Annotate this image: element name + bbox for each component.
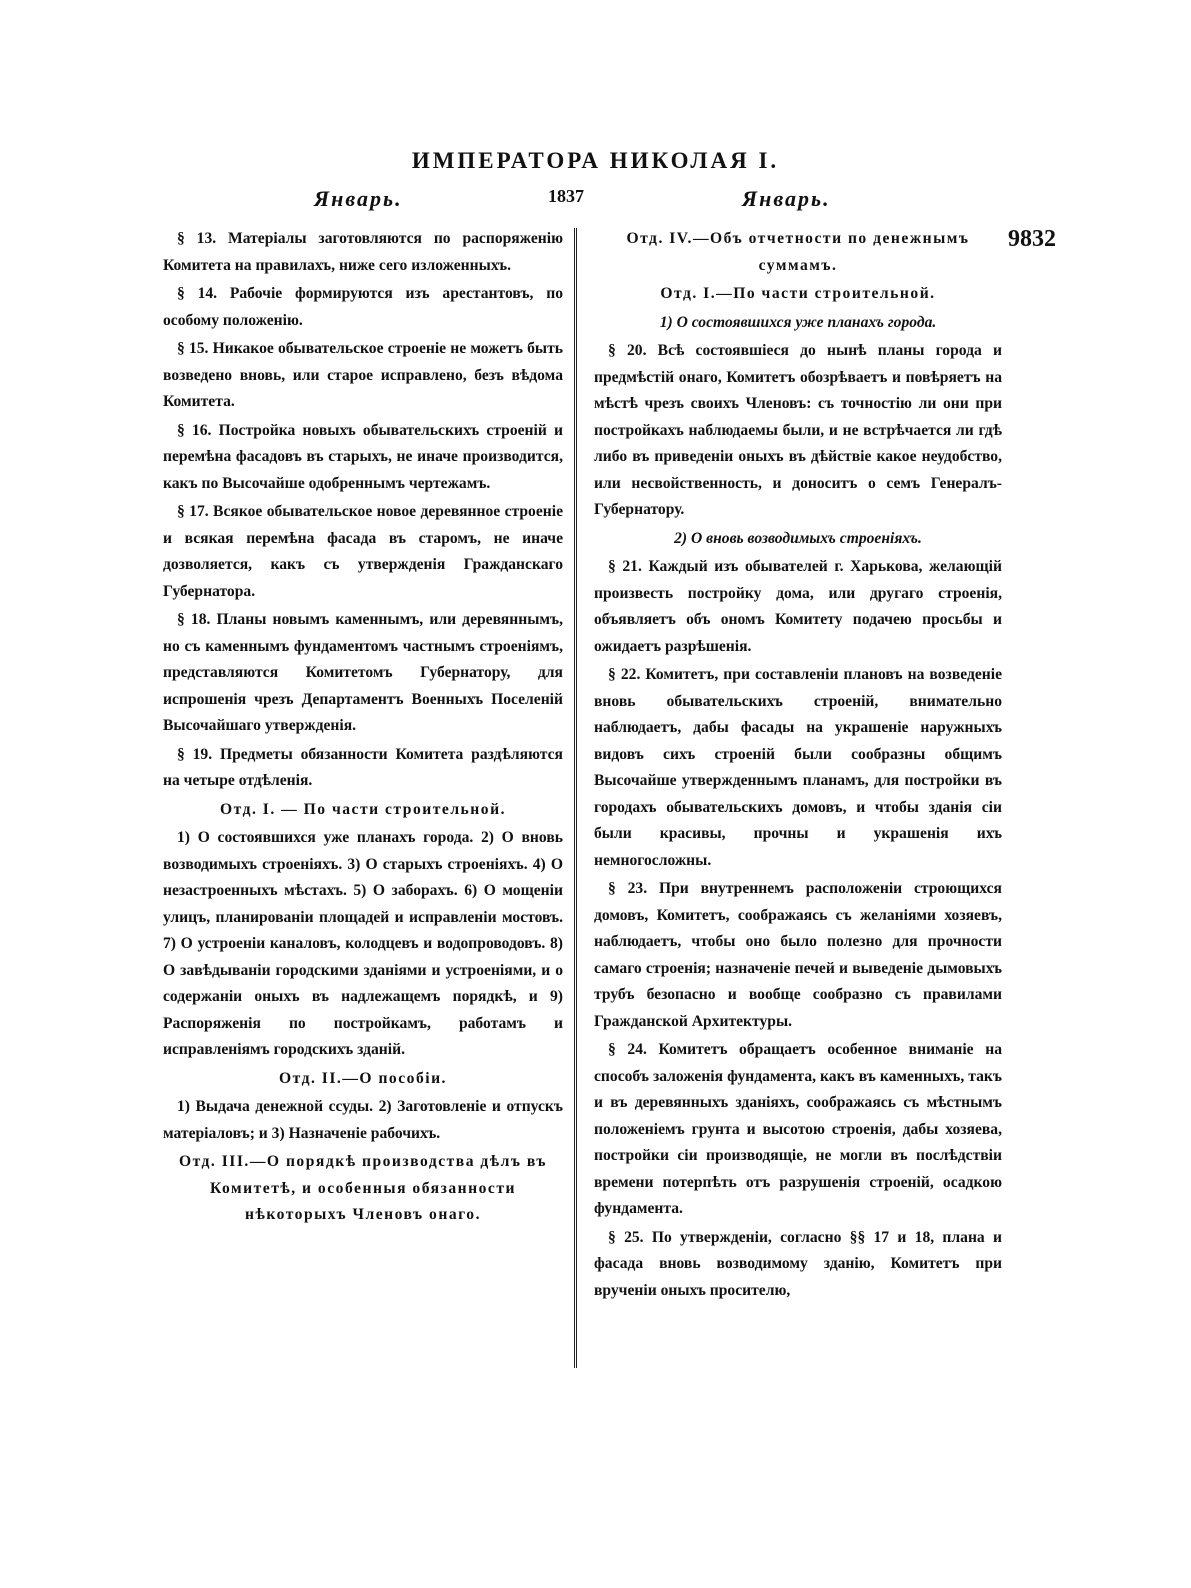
section-heading-otd1: Отд. I. — По части строительной. [220,800,506,818]
section-heading-otd3: Отд. III.—О порядкѣ производства дѣлъ въ Комитетѣ, и особенныя обязанности нѣкоторыхъ Членовъ онаго. [178,1153,548,1223]
section-heading-otd1-right: Отд. I.—По части строительной. [660,285,936,302]
paragraph-24: § 24. Комитетъ обращаетъ особенное вниманіе на способъ заложенія фундамента, какъ въ каменныхъ, такъ и въ деревянныхъ зданіяхъ, соображаясь съ мѣстнымъ положеніемъ грунта и высотою строенія, дабы хозяева, постройки сіи производящіе, не могли въ послѣдствіи времени потерпѣть отъ разрушенія строеній, осадкою фундамента. [594,1041,1002,1217]
paragraph-18: § 18. Планы новымъ каменнымъ, или деревяннымъ, но съ каменнымъ фундаментомъ частнымъ строеніямъ, представляются Комитетомъ Губернатору, для испрошенія чрезъ Департаментъ Военныхъ Поселеній Высочайшаго утвержденія. [163,611,563,734]
paragraph-22: § 22. Комитетъ, при составленіи плановъ на возведеніе вновь обывательскихъ строеній, внимательно наблюдаетъ, дабы фасады на украшеніе наружныхъ видовъ сихъ строеній были сообразны общимъ Высочайше утвержденнымъ планамъ, для постройки въ городахъ обывательскихъ домовъ, и чтобы зданія сіи были красивы, прочны и украшенія ихъ немногосложны. [594,666,1002,869]
month-left: Январь. [314,186,403,211]
subheading-2: 2) О вновь возводимыхъ строеніяхъ. [674,529,922,547]
paragraph-13: § 13. Матеріалы заготовляются по распоряженію Комитета на правилахъ, ниже сего изложенныхъ. [163,230,563,274]
paragraph-21: § 21. Каждый изъ обывателей г. Харькова, желающій произвесть постройку дома, или другаго строенія, объявляетъ объ ономъ Комитету подачею просьбы и ожидаетъ разрѣшенія. [594,558,1002,655]
month-right: Январь. [742,186,831,211]
section-heading-otd2: Отд. II.—О пособіи. [279,1069,447,1087]
paragraph-19: § 19. Предметы обязанности Комитета раздѣляются на четыре отдѣленія. [163,745,563,789]
paragraph-23: § 23. При внутреннемъ расположеніи строющихся домовъ, Комитетъ, соображаясь съ желаніями хозяевъ, наблюдаетъ, чтобы оно было полезно для прочности самаго строенія; назначеніе печей и выведеніе дымовыхъ трубъ безопасно и вообще сообразно съ правилами Гражданской Архитектуры. [594,880,1002,1030]
dateline [0,186,1191,216]
otd2-list: 1) Выдача денежной ссуды. 2) Заготовленіе и отпускъ матеріаловъ; и 3) Назначеніе рабочихъ. [163,1098,563,1142]
section-heading-otd4: Отд. IV.—Объ отчетности по денежнымъ суммамъ. [626,230,970,274]
paragraph-15: § 15. Никакое обывательское строеніе не можетъ быть возведено вновь, или старое исправлено, безъ вѣдома Комитета. [163,340,563,410]
page-number: 9832 [1008,226,1056,252]
year: 1837 [548,186,584,206]
right-column [594,226,1002,1306]
paragraph-16: § 16. Постройка новыхъ обывательскихъ строеній и перемѣна фасадовъ въ старыхъ, не иначе производится, какъ по Высочайше одобреннымъ чертежамъ. [163,421,563,492]
page-title: ИМПЕРАТОРА НИКОЛАЯ I. [411,148,780,173]
subheading-1: 1) О состоявшихся уже планахъ города. [659,313,937,331]
left-column [163,226,563,1231]
otd1-list: 1) О состоявшихся уже планахъ города. 2) О вновь возводимыхъ строеніяхъ. 3) О старыхъ строеніяхъ. 4) О незастроенныхъ мѣстахъ. 5) О заборахъ. 6) О мощеніи улицъ, планированіи площадей и исправленіи мостовъ. 7) О устроеніи каналовъ, колодцевъ и водопроводовъ. 8) О завѣдываніи городскими зданіями и устроеніями, и о содержаніи оныхъ въ надлежащемъ порядкѣ, и 9) Распоряженія по постройкамъ, работамъ и исправленіямъ городскихъ зданій. [163,829,563,1058]
paragraph-17: § 17. Всякое обывательское новое деревянное строеніе и всякая перемѣна фасада въ старомъ, не иначе дозволяется, какъ съ утвержденія Гражданскаго Губернатора. [163,503,563,600]
paragraph-25: § 25. По утвержденіи, согласно §§ 17 и 18, плана и фасада вновь возводимому зданію, Комитетъ при врученіи оныхъ просителю, [594,1228,1002,1299]
column-divider [574,228,577,1368]
paragraph-14: § 14. Рабочіе формируются изъ арестантовъ, по особому положенію. [163,285,563,329]
paragraph-20: § 20. Всѣ состоявшіеся до нынѣ планы города и предмѣстій онаго, Комитетъ обозрѣваетъ и повѣряетъ на мѣстѣ чрезъ своихъ Членовъ: съ точностію ли они при постройкахъ наблюдаемы были, и не встрѣчается ли гдѣ либо въ приведеніи оныхъ въ дѣйствіе какое неудобство, или несвойственность, и доноситъ о семъ Генералъ-Губернатору. [594,342,1002,518]
